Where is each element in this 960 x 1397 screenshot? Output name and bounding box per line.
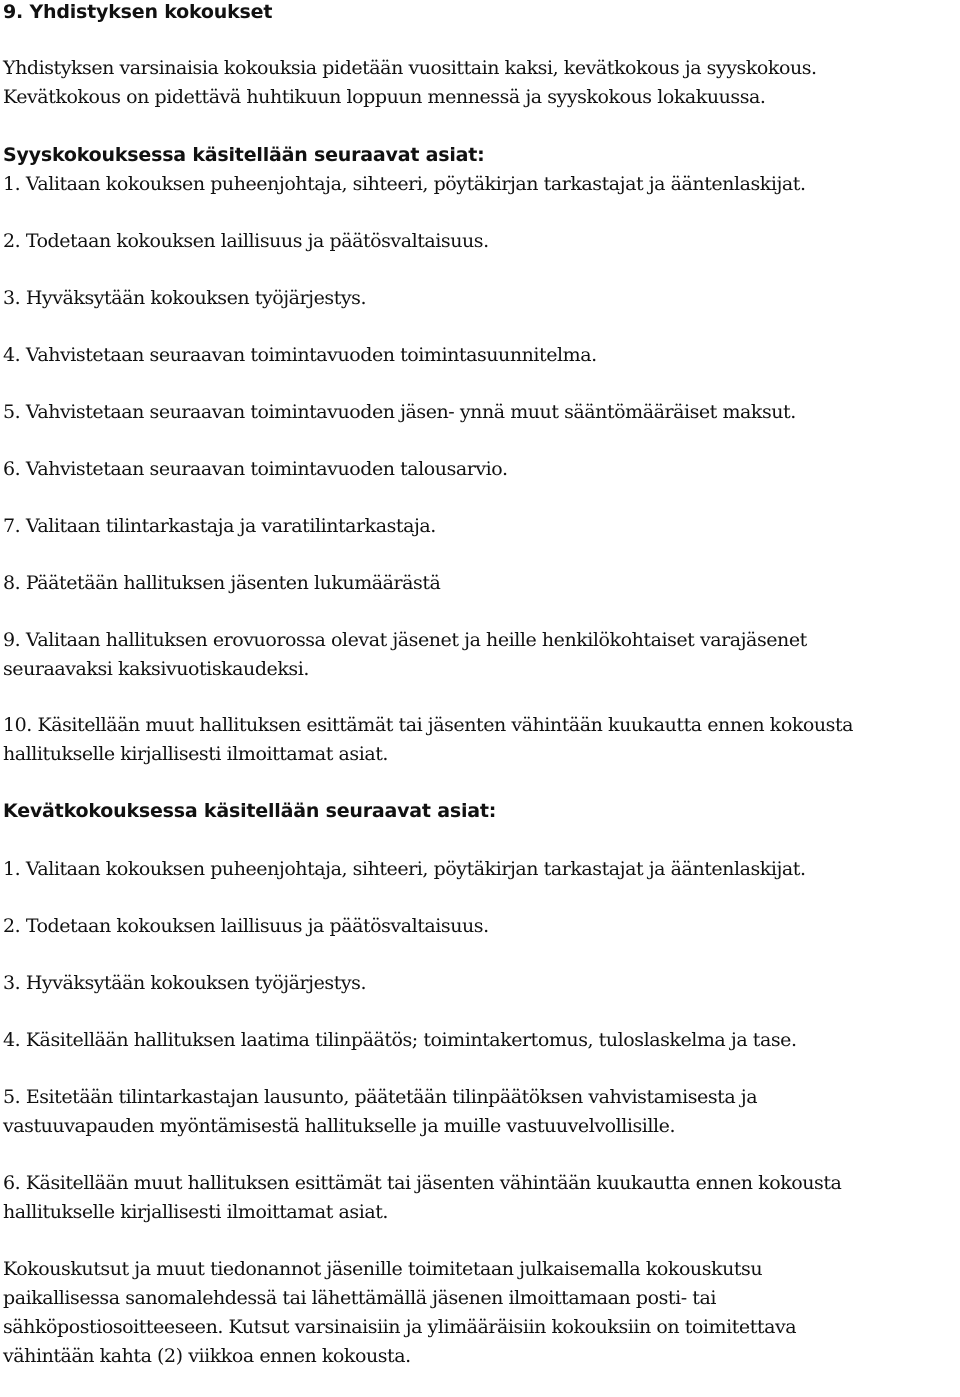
list-item-continued: vastuuvapauden myöntämisestä hallitukselle ja muille vastuuvelvollisille. — [3, 1115, 676, 1137]
list-item: 2. Todetaan kokouksen laillisuus ja päätösvaltaisuus. — [3, 915, 489, 937]
list-item-continued: seuraavaksi kaksivuotiskaudeksi. — [3, 658, 309, 680]
section-title: 9. Yhdistyksen kokoukset — [3, 1, 273, 23]
list-item: 3. Hyväksytään kokouksen työjärjestys. — [3, 972, 367, 994]
autumn-heading: Syyskokouksessa käsitellään seuraavat asiat: — [3, 144, 485, 166]
spring-heading: Kevätkokouksessa käsitellään seuraavat asiat: — [3, 800, 497, 822]
list-item: 5. Vahvistetaan seuraavan toimintavuoden jäsen- ynnä muut sääntömääräiset maksut. — [3, 401, 796, 423]
list-item-continued: hallitukselle kirjallisesti ilmoittamat asiat. — [3, 1201, 388, 1223]
closing-line: paikallisessa sanomalehdessä tai lähettämällä jäsenen ilmoittamaan posti- tai — [3, 1287, 716, 1309]
list-item: 6. Vahvistetaan seuraavan toimintavuoden talousarvio. — [3, 458, 508, 480]
list-item: 5. Esitetään tilintarkastajan lausunto, päätetään tilinpäätöksen vahvistamisesta ja — [3, 1086, 758, 1108]
list-item: 6. Käsitellään muut hallituksen esittämät tai jäsenten vähintään kuukautta ennen kokousta — [3, 1172, 842, 1194]
list-item: 10. Käsitellään muut hallituksen esittämät tai jäsenten vähintään kuukautta ennen kokousta — [3, 714, 854, 736]
intro-line: Yhdistyksen varsinaisia kokouksia pidetään vuosittain kaksi, kevätkokous ja syyskokous. — [3, 57, 817, 79]
list-item: 4. Käsitellään hallituksen laatima tilinpäätös; toimintakertomus, tuloslaskelma ja tase. — [3, 1029, 797, 1051]
list-item: 1. Valitaan kokouksen puheenjohtaja, sihteeri, pöytäkirjan tarkastajat ja ääntenlaskijat. — [3, 173, 806, 195]
closing-line: vähintään kahta (2) viikkoa ennen kokousta. — [3, 1345, 411, 1367]
list-item-continued: hallitukselle kirjallisesti ilmoittamat asiat. — [3, 743, 388, 765]
list-item: 3. Hyväksytään kokouksen työjärjestys. — [3, 287, 367, 309]
closing-line: Kokouskutsut ja muut tiedonannot jäsenille toimitetaan julkaisemalla kokouskutsu — [3, 1258, 763, 1280]
closing-line: sähköpostiosoitteeseen. Kutsut varsinaisiin ja ylimääräisiin kokouksiin on toimitettava — [3, 1316, 797, 1338]
list-item: 4. Vahvistetaan seuraavan toimintavuoden toimintasuunnitelma. — [3, 344, 597, 366]
list-item: 9. Valitaan hallituksen erovuorossa olevat jäsenet ja heille henkilökohtaiset varajäsenet — [3, 629, 807, 651]
intro-line: Kevätkokous on pidettävä huhtikuun loppuun mennessä ja syyskokous lokakuussa. — [3, 86, 766, 108]
list-item: 2. Todetaan kokouksen laillisuus ja päätösvaltaisuus. — [3, 230, 489, 252]
list-item: 7. Valitaan tilintarkastaja ja varatilintarkastaja. — [3, 515, 436, 537]
list-item: 8. Päätetään hallituksen jäsenten lukumäärästä — [3, 572, 441, 594]
list-item: 1. Valitaan kokouksen puheenjohtaja, sihteeri, pöytäkirjan tarkastajat ja ääntenlaskijat. — [3, 858, 806, 880]
